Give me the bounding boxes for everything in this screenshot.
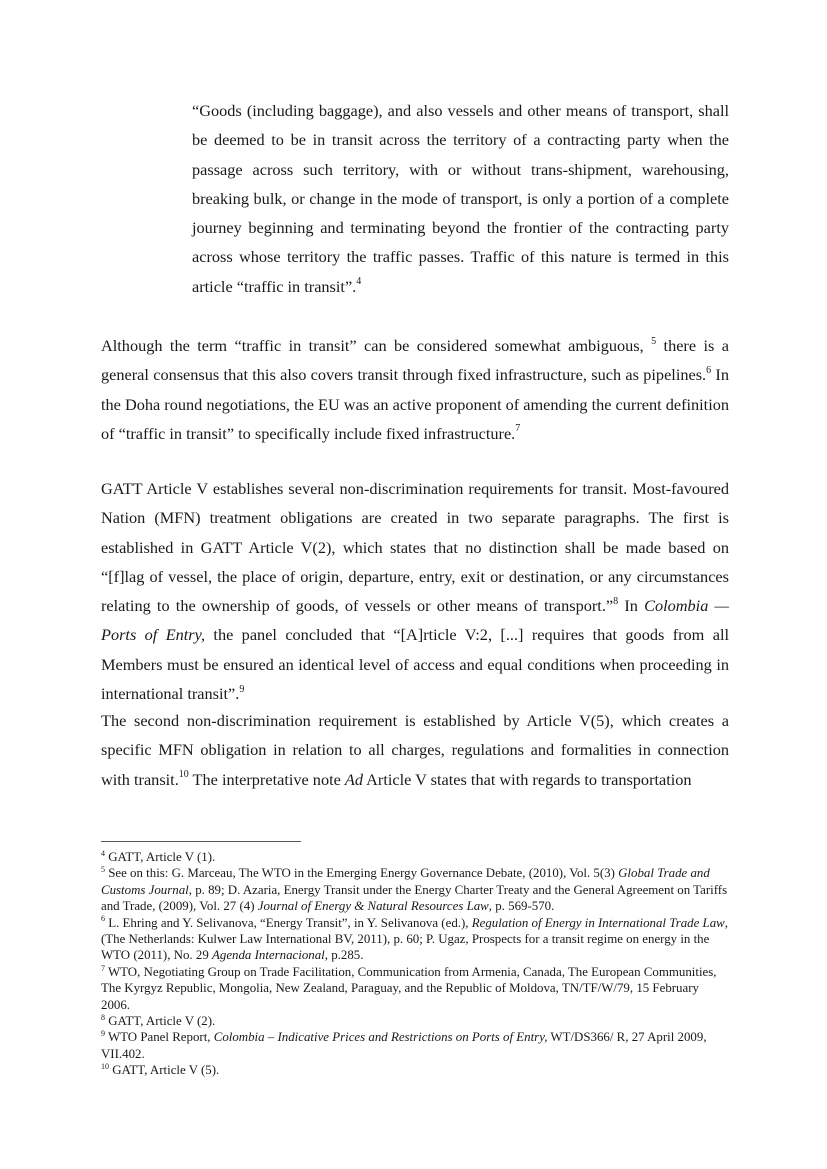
paragraph-transit-definition bbox=[101, 331, 729, 448]
footnote-text: GATT, Article V (2). bbox=[105, 1014, 216, 1029]
footnote-text: , p.285. bbox=[324, 948, 364, 963]
block-quote bbox=[192, 96, 729, 301]
footnote-8 bbox=[101, 1013, 729, 1029]
paragraph-second-requirement bbox=[101, 706, 729, 794]
journal-title: Global Trade and Customs Journal bbox=[101, 866, 710, 897]
report-title: Colombia – Indicative Prices and Restrictions on Ports of Entry, bbox=[213, 1030, 548, 1045]
footnote-number: 10 bbox=[101, 1061, 109, 1071]
footnote-ref-6[interactable]: 6 bbox=[706, 364, 712, 376]
footnote-ref-9[interactable]: 9 bbox=[239, 683, 245, 695]
footnote-9 bbox=[101, 1029, 729, 1062]
footnote-ref-7[interactable]: 7 bbox=[515, 423, 521, 435]
ad-note: Ad bbox=[344, 769, 363, 789]
footnote-text: See on this: G. Marceau, The WTO in the Emerging Energy Governance Debate, (2010), Vol. 5(3) bbox=[105, 866, 619, 881]
paragraph-gatt-article-v bbox=[101, 474, 729, 708]
footnote-text: WT/DS366/ R, 27 April 2009, VII.402. bbox=[101, 1030, 707, 1061]
journal-title: Agenda Internacional bbox=[212, 948, 325, 963]
quote-text: “Goods (including baggage), and also vessels and other means of transport, shall be deemed to be in transit across the territory of a contracting party when the passage across such territory, with or without trans-shipment, warehousing, breaking bulk, or change in the mode of transport, is only a portion of a complete journey beginning and terminating beyond the frontier of the contracting party across whose territory the traffic passes. Traffic of this nature is termed in this article “traffic in transit”. bbox=[192, 101, 729, 296]
footnote-text: GATT, Article V (5). bbox=[109, 1063, 220, 1078]
para3-text-1: The second non-discrimination requirement is established by Article V(5), which creates a specific MFN obligation in relation to all charges, regulations and formalities in connection with transit. bbox=[101, 711, 729, 789]
footnote-ref-4[interactable]: 4 bbox=[356, 276, 362, 288]
para2-text-1: GATT Article V establishes several non-discrimination requirements for transit. Most-favoured Nation (MFN) treatment obligations are created in two separate paragraphs. The first is established in GATT Article V(2), which states that no distinction shall be made based on “[f]lag of vessel, the place of origin, departure, entry, exit or destination, or any circumstances relating to the ownership of goods, of vessels or other means of transport.” bbox=[101, 479, 729, 616]
para1-text-3: In the Doha round negotiations, the EU was an active proponent of amending the current definition of “traffic in transit” to specifically include fixed infrastructure. bbox=[101, 365, 730, 443]
footnote-separator bbox=[101, 841, 301, 842]
footnote-5 bbox=[101, 865, 729, 914]
footnote-10 bbox=[101, 1062, 729, 1078]
footnote-number: 4 bbox=[101, 848, 105, 858]
footnote-text: GATT, Article V (1). bbox=[105, 850, 216, 864]
footnotes bbox=[101, 849, 729, 1079]
footnote-ref-5[interactable]: 5 bbox=[651, 335, 657, 347]
footnote-text: , p. 89; D. Azaria, Energy Transit under the Energy Charter Treaty and the General Agreement on Tariffs and Trade, (2009), Vol. 27 (4) bbox=[101, 882, 728, 914]
footnote-number: 5 bbox=[101, 865, 105, 875]
footnote-4 bbox=[101, 849, 729, 865]
footnote-ref-10[interactable]: 10 bbox=[178, 769, 189, 781]
footnote-text: WTO, Negotiating Group on Trade Facilitation, Communication from Armenia, Canada, The European Communities, The Kyrgyz Republic, Mongolia, New Zealand, Paraguay, and the Republic of Moldova, TN/TF/W/79, 15 February 2006. bbox=[101, 964, 717, 1012]
footnote-number: 8 bbox=[101, 1012, 105, 1022]
footnote-text: L. Ehring and Y. Selivanova, “Energy Transit”, in Y. Selivanova (ed.), bbox=[105, 915, 472, 930]
para1-text-2: there is a general consensus that this also covers transit through fixed infrastructure, such as pipelines. bbox=[101, 336, 729, 385]
para2-text-2: In bbox=[618, 596, 645, 616]
footnote-number: 6 bbox=[101, 914, 105, 924]
footnote-text: , p. 569-570. bbox=[488, 899, 555, 914]
journal-title: Journal of Energy & Natural Resources Law bbox=[257, 899, 489, 914]
footnote-6 bbox=[101, 915, 729, 964]
footnote-7 bbox=[101, 964, 729, 1013]
para3-text-2: The interpretative note bbox=[188, 769, 345, 789]
book-title: Regulation of Energy in International Trade Law bbox=[471, 915, 725, 930]
case-name: Colombia — Ports of Entry, bbox=[101, 596, 730, 645]
para1-text-1: Although the term “traffic in transit” can be considered somewhat ambiguous, bbox=[101, 336, 644, 355]
footnote-text: , (The Netherlands: Kulwer Law International BV, 2011), p. 60; P. Ugaz, Prospects for a transit regime on energy in the WTO (2011), No. 29 bbox=[101, 915, 728, 963]
footnote-text: WTO Panel Report, bbox=[105, 1030, 214, 1045]
footnote-number: 9 bbox=[101, 1029, 105, 1039]
para3-text-3: Article V states that with regards to transportation bbox=[363, 769, 692, 789]
footnote-ref-8[interactable]: 8 bbox=[613, 595, 619, 607]
footnote-number: 7 bbox=[101, 963, 105, 973]
para2-text-3: the panel concluded that “[A]rticle V:2, [...] requires that goods from all Members must be ensured an identical level of access and equal conditions when proceeding in international transit”. bbox=[101, 625, 729, 704]
